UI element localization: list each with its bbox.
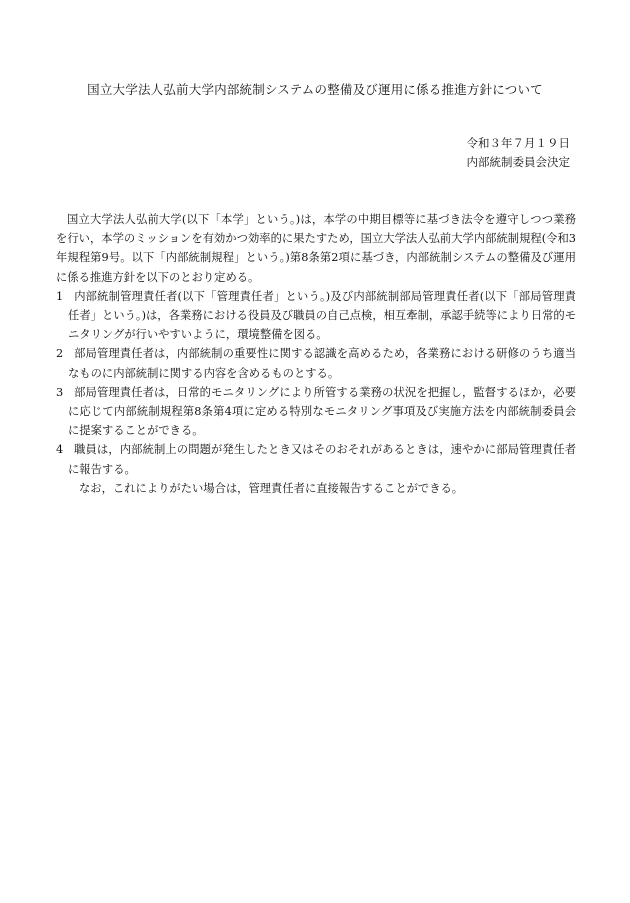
document-body bbox=[56, 210, 576, 498]
note-paragraph: なお，これによりがたい場合は，管理責任者に直接報告することができる。 bbox=[79, 481, 464, 495]
list-item bbox=[56, 440, 576, 478]
decision-body: 内部統制委員会決定 bbox=[466, 155, 570, 169]
item-number: 3 bbox=[56, 385, 64, 399]
item-number: 1 bbox=[56, 289, 64, 303]
list-item bbox=[56, 287, 576, 345]
item-text: 職員は，内部統制上の問題が発生したとき又はそのおそれがあるときは，速やかに部局管理責任者に報告する。 bbox=[68, 443, 576, 476]
list-item bbox=[56, 344, 576, 382]
item-number: 2 bbox=[56, 347, 64, 361]
item-number: 4 bbox=[56, 443, 64, 457]
intro-paragraph: 国立大学法人弘前大学(以下「本学」という。)は，本学の中期目標等に基づき法令を遵守しつつ業務を行い，本学のミッションを有効かつ効率的に果たすため，国立大学法人弘前大学内部統制規程(令和3年規程第9号。以下「内部統制規程」という。)第8条第2項に基づき，内部統制システムの整備及び運用に係る推進方針を以下のとおり定める。 bbox=[56, 213, 576, 284]
document-meta bbox=[467, 134, 571, 172]
list-item bbox=[56, 383, 576, 441]
item-text: 部局管理責任者は，内部統制の重要性に関する認識を高めるため，各業務における研修のうち適当なものに内部統制に関する内容を含めるものとする。 bbox=[68, 347, 576, 380]
document-date: 令和３年７月１９日 bbox=[466, 136, 570, 150]
item-text: 内部統制管理責任者(以下「管理責任者」という。)及び内部統制部局管理責任者(以下「部局管理責任者」という。)は，各業務における役員及び職員の自己点検，相互牽制，承認手続等により日常的モニタリングが行いやすいように，環境整備を図る。 bbox=[68, 289, 576, 342]
item-text: 部局管理責任者は，日常的モニタリングにより所管する業務の状況を把握し，監督するほか，必要に応じて内部統制規程第8条第4項に定める特別なモニタリング事項及び実施方法を内部統制委員会に提案することができる。 bbox=[68, 385, 576, 438]
document-title: 国立大学法人弘前大学内部統制システムの整備及び運用に係る推進方針について bbox=[87, 82, 543, 97]
